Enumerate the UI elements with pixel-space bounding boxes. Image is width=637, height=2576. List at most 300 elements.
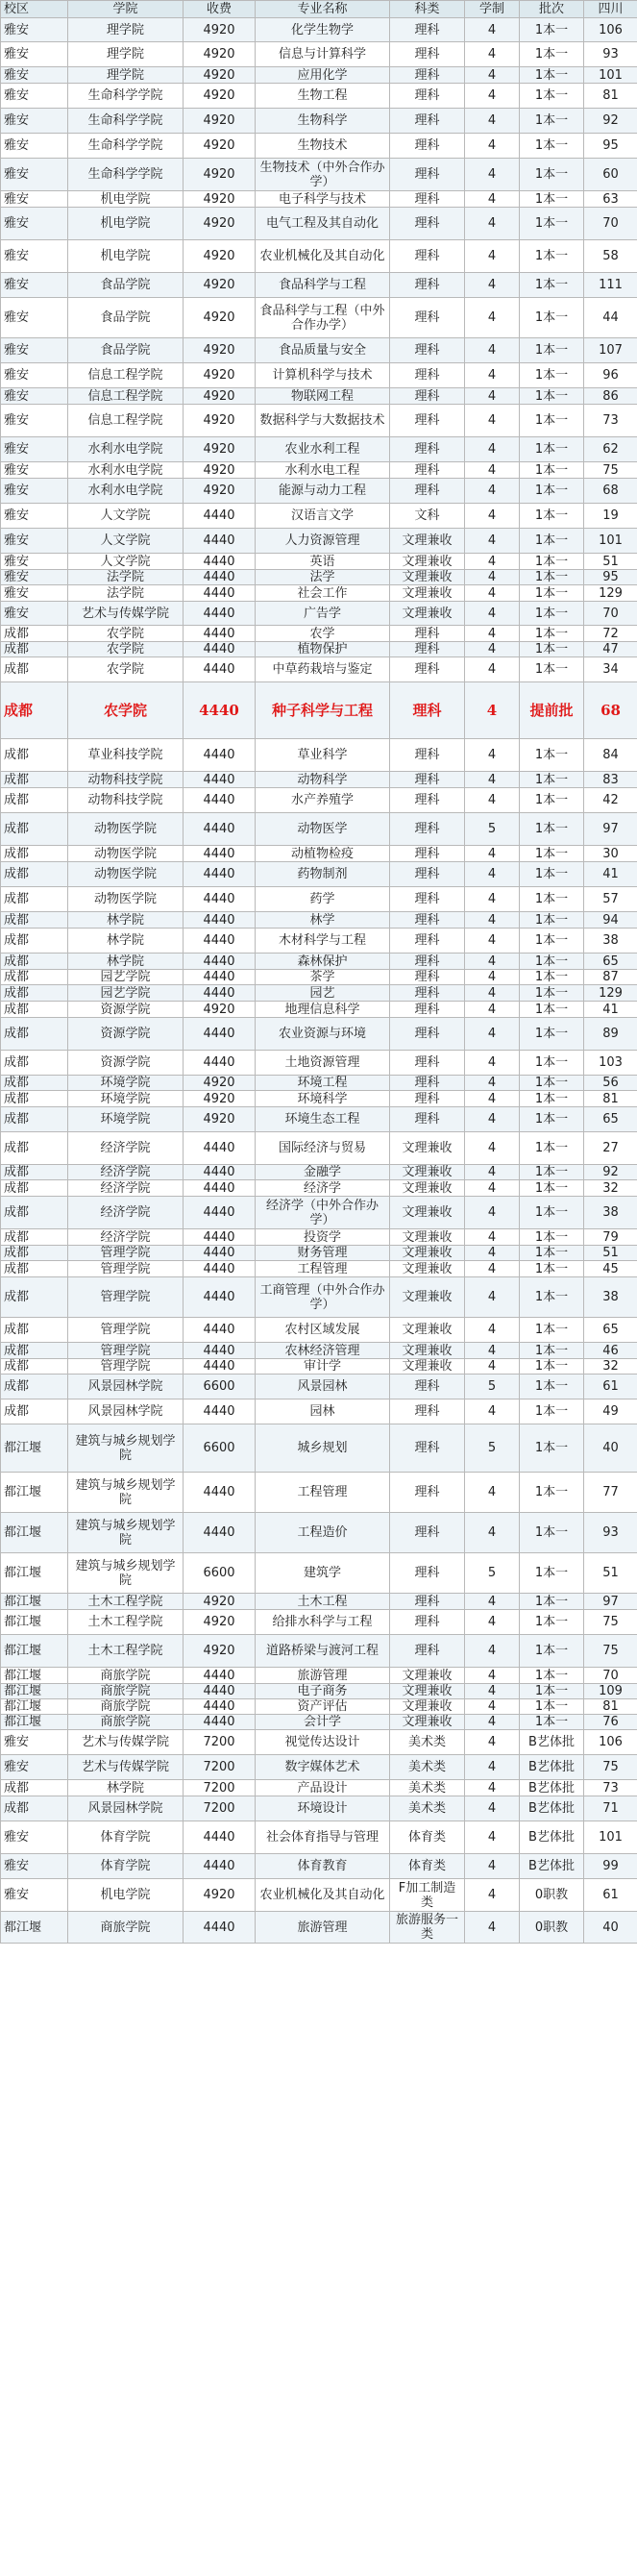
quota-cell: 129	[584, 985, 637, 1002]
major-cell: 植物保护	[256, 642, 390, 657]
campus-cell: 雅安	[1, 1755, 68, 1780]
fee-cell: 4440	[184, 1180, 256, 1197]
table-row	[1, 1854, 637, 1879]
subject-type-cell: 理科	[390, 1635, 465, 1668]
campus-cell: 雅安	[1, 363, 68, 388]
college-cell: 风景园林学院	[68, 1375, 184, 1399]
college-cell: 人文学院	[68, 554, 184, 570]
fee-cell: 4440	[184, 1359, 256, 1375]
subject-type-cell: 理科	[390, 1076, 465, 1091]
campus-cell: 成都	[1, 1375, 68, 1399]
table-row	[1, 1318, 637, 1343]
table-row	[1, 887, 637, 912]
quota-cell: 38	[584, 1277, 637, 1318]
subject-type-cell: 文理兼收	[390, 1197, 465, 1229]
quota-cell: 49	[584, 1399, 637, 1424]
duration-cell: 4	[465, 1594, 520, 1610]
fee-cell: 4920	[184, 84, 256, 109]
college-cell: 管理学院	[68, 1277, 184, 1318]
fee-cell: 4920	[184, 42, 256, 67]
batch-cell: 1本一	[520, 1699, 584, 1715]
batch-cell: 1本一	[520, 912, 584, 929]
batch-cell: 1本一	[520, 1246, 584, 1261]
quota-cell: 95	[584, 570, 637, 585]
table-row	[1, 1684, 637, 1699]
subject-type-cell: 理科	[390, 208, 465, 240]
duration-cell: 4	[465, 1318, 520, 1343]
duration-cell: 5	[465, 813, 520, 846]
college-cell: 动物科技学院	[68, 772, 184, 788]
major-cell: 工程管理	[256, 1261, 390, 1277]
batch-cell: 0职教	[520, 1912, 584, 1944]
fee-cell: 4440	[184, 912, 256, 929]
table-row	[1, 912, 637, 929]
fee-cell: 4440	[184, 739, 256, 772]
table-row	[1, 1246, 637, 1261]
header-duration: 学制	[465, 1, 520, 18]
major-cell: 能源与动力工程	[256, 479, 390, 504]
quota-cell: 87	[584, 970, 637, 985]
college-cell: 理学院	[68, 18, 184, 42]
quota-cell: 84	[584, 739, 637, 772]
major-cell: 社会工作	[256, 585, 390, 602]
batch-cell: 1本一	[520, 479, 584, 504]
campus-cell: 成都	[1, 985, 68, 1002]
campus-cell: 雅安	[1, 191, 68, 208]
campus-cell: 成都	[1, 1002, 68, 1018]
college-cell: 土木工程学院	[68, 1610, 184, 1635]
duration-cell: 5	[465, 1424, 520, 1473]
quota-cell: 63	[584, 191, 637, 208]
batch-cell: 1本一	[520, 1553, 584, 1594]
fee-cell: 4440	[184, 657, 256, 682]
major-cell: 计算机科学与技术	[256, 363, 390, 388]
table-row	[1, 1610, 637, 1635]
header-college: 学院	[68, 1, 184, 18]
major-cell: 法学	[256, 570, 390, 585]
fee-cell: 4440	[184, 813, 256, 846]
subject-type-cell: 美术类	[390, 1755, 465, 1780]
fee-cell: 4440	[184, 1854, 256, 1879]
subject-type-cell: 理科	[390, 1594, 465, 1610]
major-cell: 视觉传达设计	[256, 1730, 390, 1755]
major-cell: 食品质量与安全	[256, 338, 390, 363]
table-row	[1, 405, 637, 437]
batch-cell: 1本一	[520, 1091, 584, 1107]
quota-cell: 30	[584, 846, 637, 862]
fee-cell: 4440	[184, 529, 256, 554]
major-cell: 生物技术（中外合作办学）	[256, 159, 390, 191]
fee-cell: 6600	[184, 1553, 256, 1594]
campus-cell: 雅安	[1, 437, 68, 462]
quota-cell: 40	[584, 1424, 637, 1473]
fee-cell: 4920	[184, 363, 256, 388]
major-cell: 广告学	[256, 602, 390, 626]
college-cell: 农学院	[68, 657, 184, 682]
batch-cell: 1本一	[520, 1715, 584, 1730]
quota-cell: 109	[584, 1684, 637, 1699]
campus-cell: 都江堰	[1, 1912, 68, 1944]
batch-cell: B艺体批	[520, 1755, 584, 1780]
duration-cell: 4	[465, 1879, 520, 1912]
subject-type-cell: 理科	[390, 363, 465, 388]
college-cell: 生命科学学院	[68, 109, 184, 134]
major-cell: 农村区域发展	[256, 1318, 390, 1343]
fee-cell: 4440	[184, 1715, 256, 1730]
table-row	[1, 1018, 637, 1051]
quota-cell: 97	[584, 813, 637, 846]
subject-type-cell: 理科	[390, 887, 465, 912]
table-row	[1, 18, 637, 42]
table-row	[1, 970, 637, 985]
college-cell: 经济学院	[68, 1165, 184, 1180]
table-row	[1, 67, 637, 84]
duration-cell: 4	[465, 970, 520, 985]
duration-cell: 4	[465, 109, 520, 134]
quota-cell: 62	[584, 437, 637, 462]
quota-cell: 96	[584, 363, 637, 388]
batch-cell: 1本一	[520, 298, 584, 338]
major-cell: 工程管理	[256, 1473, 390, 1513]
duration-cell: 4	[465, 657, 520, 682]
subject-type-cell: 理科	[390, 1473, 465, 1513]
campus-cell: 雅安	[1, 298, 68, 338]
fee-cell: 4920	[184, 437, 256, 462]
subject-type-cell: 理科	[390, 273, 465, 298]
college-cell: 机电学院	[68, 208, 184, 240]
fee-cell: 4440	[184, 504, 256, 529]
table-row-highlighted	[1, 682, 637, 739]
duration-cell: 4	[465, 1359, 520, 1375]
subject-type-cell: 理科	[390, 626, 465, 642]
quota-cell: 92	[584, 109, 637, 134]
quota-cell: 73	[584, 405, 637, 437]
batch-cell: B艺体批	[520, 1780, 584, 1796]
duration-cell: 4	[465, 1051, 520, 1076]
college-cell: 林学院	[68, 929, 184, 954]
subject-type-cell: 理科	[390, 1002, 465, 1018]
table-row	[1, 1132, 637, 1165]
batch-cell: 1本一	[520, 240, 584, 273]
fee-cell: 4440	[184, 602, 256, 626]
subject-type-cell: 理科	[390, 657, 465, 682]
quota-cell: 45	[584, 1261, 637, 1277]
subject-type-cell: 理科	[390, 1424, 465, 1473]
batch-cell: 1本一	[520, 1180, 584, 1197]
batch-cell: 1本一	[520, 1594, 584, 1610]
quota-cell: 38	[584, 1197, 637, 1229]
quota-cell: 75	[584, 462, 637, 479]
fee-cell: 4920	[184, 1635, 256, 1668]
fee-cell: 4440	[184, 1051, 256, 1076]
subject-type-cell: 理科	[390, 437, 465, 462]
duration-cell: 4	[465, 1730, 520, 1755]
quota-cell: 99	[584, 1854, 637, 1879]
college-cell: 食品学院	[68, 298, 184, 338]
batch-cell: 1本一	[520, 846, 584, 862]
campus-cell: 都江堰	[1, 1699, 68, 1715]
batch-cell: 1本一	[520, 84, 584, 109]
college-cell: 信息工程学院	[68, 363, 184, 388]
duration-cell: 4	[465, 1755, 520, 1780]
fee-cell: 4440	[184, 954, 256, 970]
fee-cell: 4440	[184, 1229, 256, 1246]
college-cell: 园艺学院	[68, 970, 184, 985]
quota-cell: 76	[584, 1715, 637, 1730]
batch-cell: 1本一	[520, 1261, 584, 1277]
campus-cell: 成都	[1, 1246, 68, 1261]
fee-cell: 4440	[184, 1165, 256, 1180]
quota-cell: 73	[584, 1780, 637, 1796]
duration-cell: 4	[465, 1699, 520, 1715]
college-cell: 商旅学院	[68, 1699, 184, 1715]
batch-cell: 1本一	[520, 437, 584, 462]
major-cell: 产品设计	[256, 1780, 390, 1796]
college-cell: 管理学院	[68, 1261, 184, 1277]
table-row	[1, 1375, 637, 1399]
duration-cell: 4	[465, 273, 520, 298]
fee-cell: 4440	[184, 1132, 256, 1165]
major-cell: 农业资源与环境	[256, 1018, 390, 1051]
duration-cell: 4	[465, 462, 520, 479]
major-cell: 体育教育	[256, 1854, 390, 1879]
campus-cell: 成都	[1, 1091, 68, 1107]
table-row	[1, 479, 637, 504]
fee-cell: 4440	[184, 1699, 256, 1715]
college-cell: 商旅学院	[68, 1684, 184, 1699]
subject-type-cell: 文理兼收	[390, 1261, 465, 1277]
duration-cell: 4	[465, 1343, 520, 1359]
subject-type-cell: 文理兼收	[390, 1165, 465, 1180]
major-cell: 汉语言文学	[256, 504, 390, 529]
major-cell: 应用化学	[256, 67, 390, 84]
batch-cell: 1本一	[520, 626, 584, 642]
batch-cell: 1本一	[520, 1635, 584, 1668]
major-cell: 道路桥梁与渡河工程	[256, 1635, 390, 1668]
batch-cell: 1本一	[520, 602, 584, 626]
batch-cell: 1本一	[520, 739, 584, 772]
college-cell: 商旅学院	[68, 1668, 184, 1684]
table-row	[1, 1780, 637, 1796]
subject-type-cell: 文理兼收	[390, 1715, 465, 1730]
subject-type-cell: 文理兼收	[390, 1180, 465, 1197]
major-cell: 林学	[256, 912, 390, 929]
campus-cell: 雅安	[1, 1730, 68, 1755]
subject-type-cell: 文理兼收	[390, 1668, 465, 1684]
duration-cell: 4	[465, 363, 520, 388]
major-cell: 财务管理	[256, 1246, 390, 1261]
duration-cell: 4	[465, 1107, 520, 1132]
table-row	[1, 134, 637, 159]
batch-cell: 1本一	[520, 970, 584, 985]
fee-cell: 4920	[184, 159, 256, 191]
subject-type-cell: 美术类	[390, 1780, 465, 1796]
batch-cell: 1本一	[520, 862, 584, 887]
major-cell: 水产养殖学	[256, 788, 390, 813]
quota-cell: 70	[584, 602, 637, 626]
table-row	[1, 1165, 637, 1180]
fee-cell: 4920	[184, 1879, 256, 1912]
major-cell: 森林保护	[256, 954, 390, 970]
batch-cell: 1本一	[520, 1343, 584, 1359]
college-cell: 管理学院	[68, 1246, 184, 1261]
campus-cell: 成都	[1, 954, 68, 970]
batch-cell: 1本一	[520, 1684, 584, 1699]
table-row	[1, 240, 637, 273]
table-row	[1, 1261, 637, 1277]
fee-cell: 4440	[184, 862, 256, 887]
college-cell: 土木工程学院	[68, 1635, 184, 1668]
fee-cell: 4920	[184, 1076, 256, 1091]
table-row	[1, 585, 637, 602]
table-row	[1, 159, 637, 191]
subject-type-cell: 理科	[390, 929, 465, 954]
fee-cell: 7200	[184, 1796, 256, 1821]
table-row	[1, 985, 637, 1002]
campus-cell: 成都	[1, 1780, 68, 1796]
table-row	[1, 1107, 637, 1132]
campus-cell: 雅安	[1, 529, 68, 554]
fee-cell: 4920	[184, 208, 256, 240]
campus-cell: 雅安	[1, 479, 68, 504]
subject-type-cell: 理科	[390, 1051, 465, 1076]
batch-cell: 1本一	[520, 1513, 584, 1553]
quota-cell: 75	[584, 1635, 637, 1668]
batch-cell: 1本一	[520, 1668, 584, 1684]
duration-cell: 4	[465, 1635, 520, 1668]
campus-cell: 雅安	[1, 504, 68, 529]
quota-cell: 93	[584, 1513, 637, 1553]
college-cell: 体育学院	[68, 1854, 184, 1879]
duration-cell: 4	[465, 602, 520, 626]
campus-cell: 成都	[1, 739, 68, 772]
table-row	[1, 437, 637, 462]
major-cell: 药物制剂	[256, 862, 390, 887]
fee-cell: 4440	[184, 585, 256, 602]
college-cell: 建筑与城乡规划学院	[68, 1473, 184, 1513]
duration-cell: 4	[465, 298, 520, 338]
table-row	[1, 1473, 637, 1513]
college-cell: 水利水电学院	[68, 462, 184, 479]
college-cell: 人文学院	[68, 504, 184, 529]
table-row	[1, 602, 637, 626]
batch-cell: 1本一	[520, 1051, 584, 1076]
college-cell: 生命科学学院	[68, 159, 184, 191]
campus-cell: 成都	[1, 1197, 68, 1229]
duration-cell: 4	[465, 84, 520, 109]
campus-cell: 成都	[1, 788, 68, 813]
duration-cell: 4	[465, 1796, 520, 1821]
subject-type-cell: 美术类	[390, 1796, 465, 1821]
duration-cell: 4	[465, 1197, 520, 1229]
duration-cell: 4	[465, 846, 520, 862]
duration-cell: 4	[465, 985, 520, 1002]
college-cell: 建筑与城乡规划学院	[68, 1553, 184, 1594]
fee-cell: 4440	[184, 1018, 256, 1051]
fee-cell: 4920	[184, 1610, 256, 1635]
campus-cell: 都江堰	[1, 1594, 68, 1610]
college-cell: 体育学院	[68, 1821, 184, 1854]
major-cell: 动植物检疫	[256, 846, 390, 862]
batch-cell: 1本一	[520, 504, 584, 529]
college-cell: 管理学院	[68, 1343, 184, 1359]
duration-cell: 4	[465, 1668, 520, 1684]
fee-cell: 4920	[184, 134, 256, 159]
fee-cell: 4440	[184, 1912, 256, 1944]
batch-cell: 1本一	[520, 18, 584, 42]
quota-cell: 106	[584, 18, 637, 42]
duration-cell: 4	[465, 682, 520, 739]
campus-cell: 雅安	[1, 405, 68, 437]
major-cell: 物联网工程	[256, 388, 390, 405]
college-cell: 建筑与城乡规划学院	[68, 1424, 184, 1473]
batch-cell: 1本一	[520, 67, 584, 84]
duration-cell: 4	[465, 1684, 520, 1699]
quota-cell: 107	[584, 338, 637, 363]
campus-cell: 成都	[1, 846, 68, 862]
major-cell: 土木工程	[256, 1594, 390, 1610]
major-cell: 环境科学	[256, 1091, 390, 1107]
duration-cell: 4	[465, 134, 520, 159]
batch-cell: 1本一	[520, 1018, 584, 1051]
batch-cell: 1本一	[520, 954, 584, 970]
quota-cell: 77	[584, 1473, 637, 1513]
fee-cell: 4440	[184, 1277, 256, 1318]
fee-cell: 4440	[184, 985, 256, 1002]
college-cell: 农学院	[68, 642, 184, 657]
quota-cell: 61	[584, 1879, 637, 1912]
subject-type-cell: 理科	[390, 1610, 465, 1635]
quota-cell: 81	[584, 1091, 637, 1107]
batch-cell: 1本一	[520, 363, 584, 388]
campus-cell: 成都	[1, 1107, 68, 1132]
major-cell: 环境生态工程	[256, 1107, 390, 1132]
subject-type-cell: 理科	[390, 682, 465, 739]
duration-cell: 4	[465, 1473, 520, 1513]
batch-cell: 1本一	[520, 1197, 584, 1229]
major-cell: 水利水电工程	[256, 462, 390, 479]
campus-cell: 成都	[1, 1165, 68, 1180]
major-cell: 农业机械化及其自动化	[256, 240, 390, 273]
subject-type-cell: 理科	[390, 67, 465, 84]
batch-cell: 1本一	[520, 554, 584, 570]
fee-cell: 6600	[184, 1424, 256, 1473]
duration-cell: 4	[465, 191, 520, 208]
major-cell: 国际经济与贸易	[256, 1132, 390, 1165]
table-row	[1, 84, 637, 109]
table-row	[1, 1197, 637, 1229]
campus-cell: 雅安	[1, 134, 68, 159]
table-row	[1, 1277, 637, 1318]
college-cell: 艺术与传媒学院	[68, 1755, 184, 1780]
quota-cell: 94	[584, 912, 637, 929]
subject-type-cell: 理科	[390, 1375, 465, 1399]
duration-cell: 5	[465, 1553, 520, 1594]
campus-cell: 成都	[1, 912, 68, 929]
subject-type-cell: 理科	[390, 1091, 465, 1107]
subject-type-cell: 理科	[390, 405, 465, 437]
major-cell: 食品科学与工程	[256, 273, 390, 298]
batch-cell: 1本一	[520, 1002, 584, 1018]
batch-cell: 1本一	[520, 405, 584, 437]
duration-cell: 4	[465, 1912, 520, 1944]
table-row	[1, 42, 637, 67]
major-cell: 农林经济管理	[256, 1343, 390, 1359]
table-row	[1, 1668, 637, 1684]
major-cell: 经济学（中外合作办学）	[256, 1197, 390, 1229]
subject-type-cell: 文理兼收	[390, 585, 465, 602]
batch-cell: 1本一	[520, 1076, 584, 1091]
